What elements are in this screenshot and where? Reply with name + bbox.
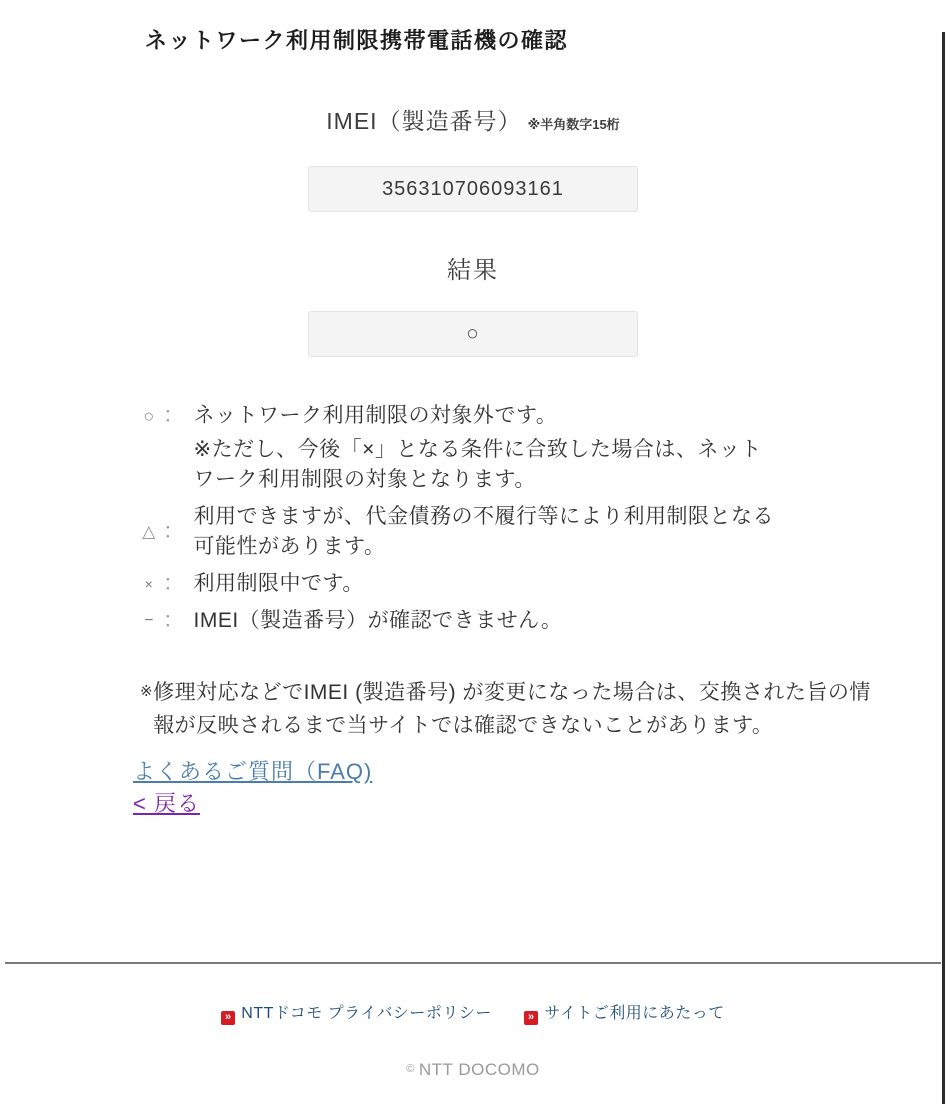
imei-input[interactable]: 356310706093161 — [308, 166, 638, 212]
footer-separator — [5, 962, 941, 964]
legend-item-text: 利用できますが、代金債務の不履行等により利用制限となる可能性があります。 — [193, 505, 774, 558]
legend-list — [138, 401, 946, 636]
dash-symbol: − — [144, 612, 154, 629]
screenshot-right-border — [942, 32, 945, 1104]
legend-item-text: IMEI（製造番号）が確認できません。 — [193, 609, 563, 632]
arrow-right-icon: » — [221, 1011, 235, 1025]
triangle-symbol: △ — [142, 522, 156, 541]
imei-label-row — [0, 103, 946, 136]
result-value-box: ○ — [308, 311, 638, 357]
colon-separator: ： — [163, 520, 185, 543]
arrow-right-icon: » — [524, 1011, 538, 1025]
copyright-notice — [0, 1060, 946, 1080]
privacy-policy-label: NTTドコモ プライバシーポリシー — [241, 1005, 492, 1022]
faq-link[interactable]: よくあるご質問（FAQ) — [133, 759, 373, 784]
cross-symbol: × — [144, 576, 154, 592]
legend-item-triangle — [138, 502, 946, 562]
page-links — [133, 756, 946, 820]
circle-symbol: ○ — [143, 406, 155, 426]
colon-separator: ： — [163, 572, 185, 595]
imei-format-note: ※半角数字15桁 — [527, 117, 620, 132]
page-title: ネットワーク利用制限携帯電話機の確認 — [145, 28, 569, 53]
imei-check-form — [0, 103, 946, 357]
legend-item-subnote: ※ただし、今後「×」となる条件に合致した場合は、ネットワーク利用制限の対象となります。 — [193, 438, 762, 491]
legend-item-dash — [138, 606, 946, 636]
note-text: 修理対応などでIMEI (製造番号) が変更になった場合は、交換された旨の情報が反映されるまで当サイトでは確認できないことがあります。 — [153, 681, 871, 737]
colon-separator: ： — [163, 609, 185, 632]
legend-item-text: ネットワーク利用制限の対象外です。 — [193, 404, 558, 427]
imei-label: IMEI（製造番号） — [326, 108, 522, 134]
result-label: 結果 — [447, 257, 499, 284]
note-marker: ※ — [140, 683, 154, 700]
site-terms-label: サイトご利用にあたって — [544, 1005, 725, 1022]
legend-item-text: 利用制限中です。 — [193, 572, 364, 595]
copyright-symbol: © — [406, 1063, 415, 1075]
legend-item-cross — [138, 569, 946, 599]
back-link[interactable]: < 戻る — [133, 791, 200, 816]
repair-imei-note — [140, 676, 946, 742]
colon-separator: ： — [163, 404, 185, 427]
copyright-text: NTT DOCOMO — [418, 1060, 540, 1079]
legend-item-circle — [138, 401, 946, 495]
footer-links — [0, 1000, 946, 1025]
site-terms-link[interactable] — [524, 1005, 724, 1022]
privacy-policy-link[interactable] — [221, 1005, 492, 1022]
